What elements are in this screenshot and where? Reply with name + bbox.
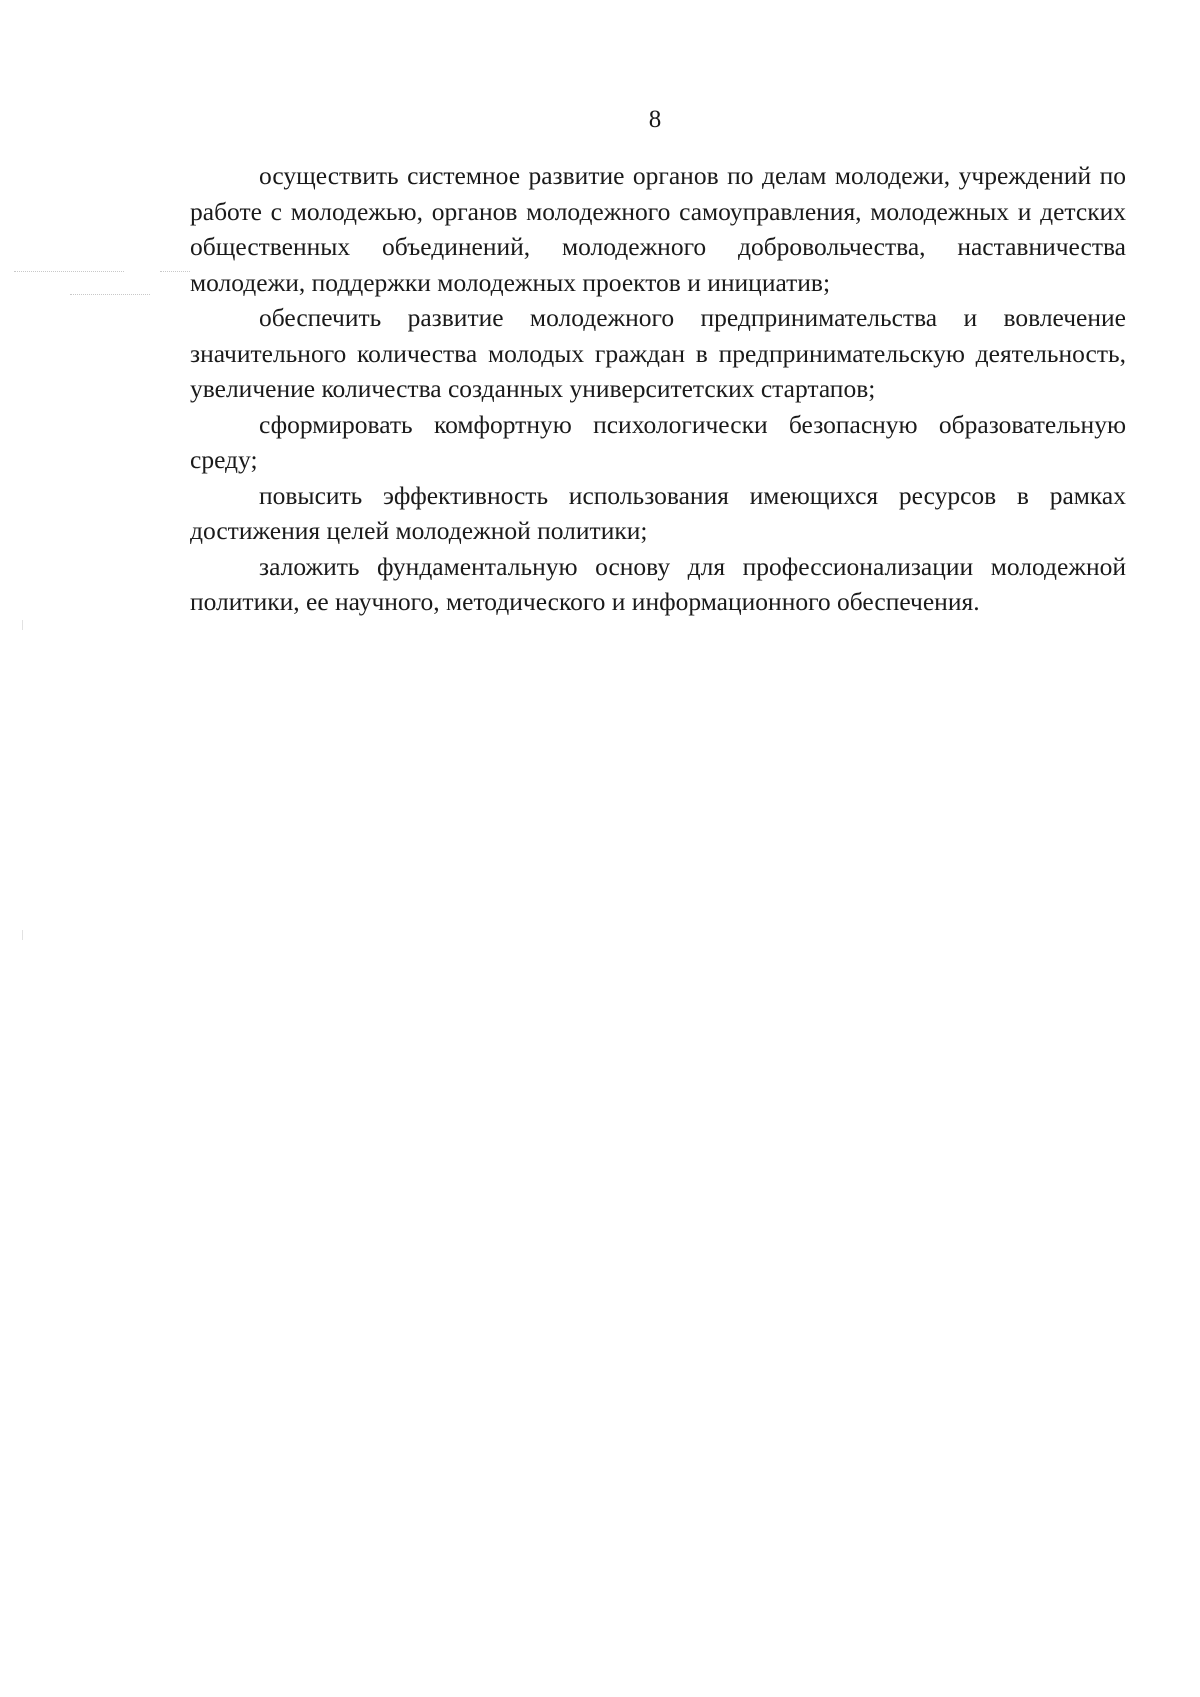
scan-artifact-line [14, 271, 124, 272]
paragraph: обеспечить развитие молодежного предпринимательства и вовлечение значительного количества молодых граждан в предпринимательскую деятельность, увеличение количества созданных университетских стартапов; [190, 303, 1126, 403]
paragraph: повысить эффективность использования имеющихся ресурсов в рамках достижения целей молодежной политики; [190, 480, 1126, 545]
scan-artifact-line [70, 294, 150, 295]
page-number: 8 [648, 106, 662, 133]
scan-artifact-dot [22, 930, 23, 940]
body-text [190, 158, 1126, 620]
paragraph: сформировать комфортную психологически безопасную образовательную среду; [190, 409, 1126, 474]
paragraph: заложить фундаментальную основу для профессионализации молодежной политики, ее научного, методического и информационного обеспечения. [190, 551, 1126, 616]
scan-artifact-line [160, 271, 190, 272]
scan-artifact-dot [22, 620, 23, 630]
paragraph: осуществить системное развитие органов по делам молодежи, учреждений по работе с молодежью, органов молодежного самоуправления, молодежных и детских общественных объединений, молодежного добровольчества, наставничества молодежи, поддержки молодежных проектов и инициатив; [190, 161, 1126, 297]
